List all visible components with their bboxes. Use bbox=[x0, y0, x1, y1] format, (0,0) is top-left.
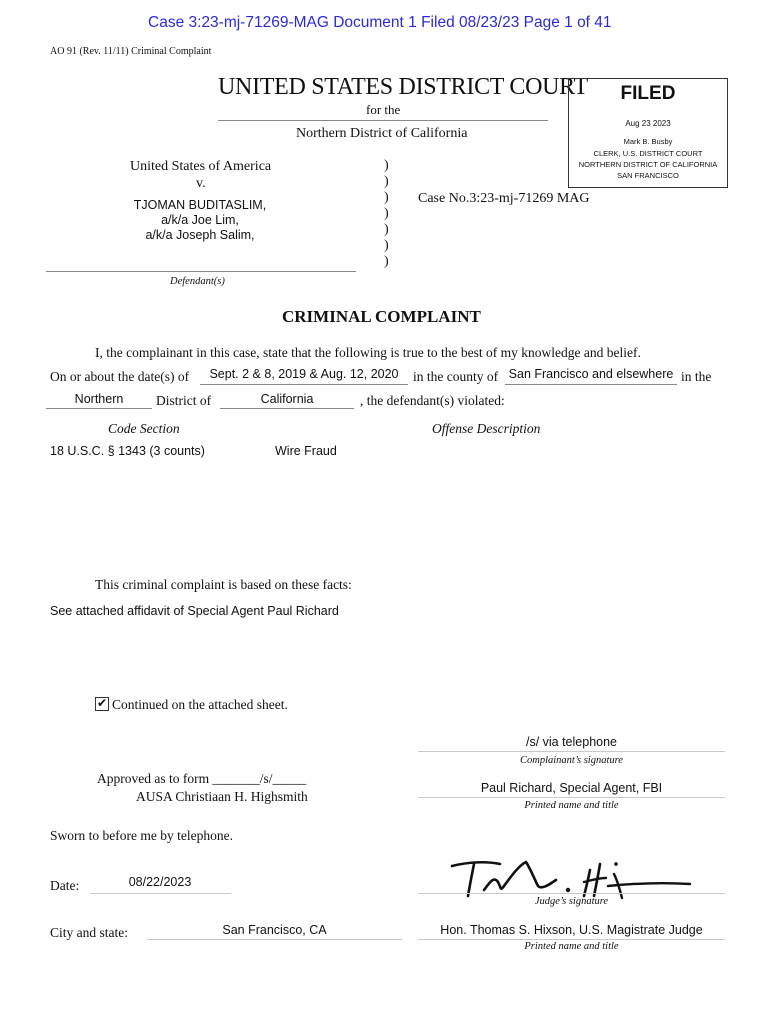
approved-line: Approved as to form _______/s/_____ bbox=[97, 771, 307, 786]
on-or-about-label: On or about the date(s) of bbox=[50, 369, 190, 384]
offense-description-header: Offense Description bbox=[432, 421, 541, 436]
versus-text: v. bbox=[196, 176, 206, 191]
complainant-name-line bbox=[418, 797, 725, 798]
facts-intro: This criminal complaint is based on these facts: bbox=[95, 577, 352, 592]
caption-paren: ) bbox=[384, 238, 389, 253]
facts-text: See attached affidavit of Special Agent Paul Richard bbox=[50, 604, 339, 618]
county-value: San Francisco and elsewhere bbox=[508, 367, 674, 381]
code-section-value: 18 U.S.C. § 1343 (3 counts) bbox=[50, 444, 205, 458]
filing-stamp-header: Case 3:23-mj-71269-MAG Document 1 Filed 08/23/23 Page 1 of 41 bbox=[148, 14, 612, 31]
continued-label: Continued on the attached sheet. bbox=[112, 697, 288, 712]
dates-underline bbox=[200, 384, 408, 385]
printed-name-label: Printed name and title bbox=[524, 800, 619, 811]
caption-paren: ) bbox=[384, 190, 389, 205]
code-section-header: Code Section bbox=[108, 421, 180, 436]
city-state-value: San Francisco, CA bbox=[222, 923, 327, 937]
district-name: Northern District of California bbox=[296, 126, 468, 141]
offense-dates: Sept. 2 & 8, 2019 & Aug. 12, 2020 bbox=[209, 367, 399, 381]
complainant-name: Paul Richard, Special Agent, FBI bbox=[480, 781, 663, 795]
district-value: Northern bbox=[74, 392, 124, 406]
complaint-title: CRIMINAL COMPLAINT bbox=[282, 307, 481, 326]
case-number: Case No.3:23-mj-71269 MAG bbox=[418, 191, 590, 206]
district-value-underline bbox=[46, 408, 152, 409]
state-value: California bbox=[260, 392, 314, 406]
filed-stamp-box bbox=[568, 78, 728, 188]
city-state-line bbox=[147, 939, 402, 940]
plaintiff-name: United States of America bbox=[130, 159, 272, 174]
date-value: 08/22/2023 bbox=[128, 875, 192, 889]
defendant-line: a/k/a Joe Lim, bbox=[161, 213, 239, 227]
caption-paren: ) bbox=[384, 206, 389, 221]
ausa-name: AUSA Christiaan H. Highsmith bbox=[136, 789, 308, 804]
violated-text: , the defendant(s) violated: bbox=[360, 393, 505, 408]
judge-name: Hon. Thomas S. Hixson, U.S. Magistrate Judge bbox=[440, 923, 703, 937]
stamp-district: NORTHERN DISTRICT OF CALIFORNIA bbox=[578, 160, 718, 169]
caption-paren: ) bbox=[384, 174, 389, 189]
judge-name-line bbox=[418, 939, 725, 940]
date-line bbox=[90, 893, 231, 894]
stamp-city: SAN FRANCISCO bbox=[617, 171, 679, 180]
in-the-text: in the bbox=[681, 369, 712, 384]
defendant-line: a/k/a Joseph Salim, bbox=[145, 228, 255, 242]
clerk-name: Mark B. Busby bbox=[623, 137, 673, 146]
date-label: Date: bbox=[50, 878, 80, 893]
complainant-signature-line bbox=[418, 751, 725, 752]
city-state-label: City and state: bbox=[50, 925, 128, 940]
clerk-office: CLERK, U.S. DISTRICT COURT bbox=[593, 149, 703, 158]
filed-date: Aug 23 2023 bbox=[625, 119, 671, 128]
judge-signature-line bbox=[418, 893, 725, 894]
county-label: in the county of bbox=[413, 369, 499, 384]
defendant-underline bbox=[46, 271, 356, 272]
caption-paren: ) bbox=[384, 222, 389, 237]
judge-signature-label: Judge’s signature bbox=[534, 896, 609, 907]
form-id: AO 91 (Rev. 11/11) Criminal Complaint bbox=[50, 46, 212, 57]
sworn-statement: Sworn to before me by telephone. bbox=[50, 828, 233, 843]
court-title: UNITED STATES DISTRICT COURT bbox=[218, 74, 588, 100]
complainant-signature-label: Complainant’s signature bbox=[520, 755, 623, 766]
defendant-block bbox=[100, 198, 300, 243]
complainant-signature: /s/ via telephone bbox=[525, 735, 618, 749]
continued-checkbox[interactable]: ✔ bbox=[96, 696, 108, 710]
intro-statement: I, the complainant in this case, state that the following is true to the best of my knowledge and belief. bbox=[95, 345, 641, 360]
defendant-label: Defendant(s) bbox=[170, 276, 225, 287]
offense-description-value: Wire Fraud bbox=[275, 444, 337, 458]
state-underline bbox=[220, 408, 354, 409]
defendant-line: TJOMAN BUDITASLIM, bbox=[133, 198, 267, 212]
district-underline bbox=[218, 120, 548, 121]
for-the-text: for the bbox=[366, 102, 401, 117]
district-of-label: District of bbox=[156, 393, 212, 408]
filed-label: FILED bbox=[620, 83, 676, 104]
caption-paren: ) bbox=[384, 254, 389, 269]
caption-paren: ) bbox=[384, 158, 389, 173]
judge-printed-name-label: Printed name and title bbox=[524, 941, 619, 952]
county-underline bbox=[505, 384, 677, 385]
